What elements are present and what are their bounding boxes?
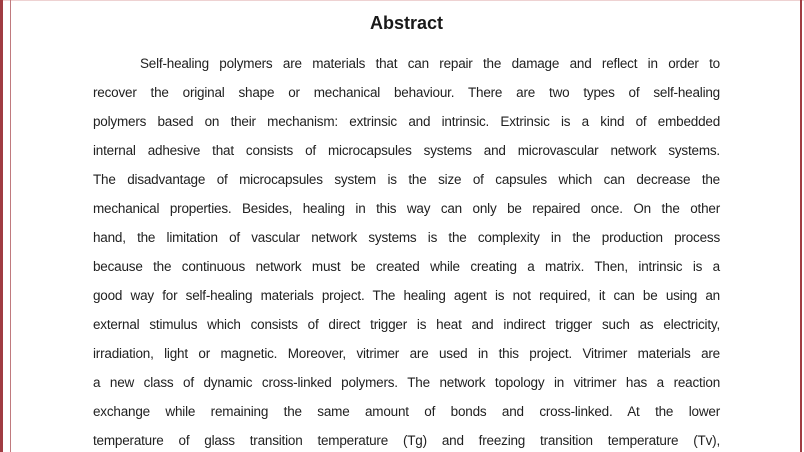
text-line: good way for self-healing materials project. The healing agent is not required, it can be using an: [93, 288, 720, 303]
text-line: because the continuous network must be created while creating a matrix. Then, intrinsic is a: [93, 259, 720, 274]
text-line: temperature of glass transition temperature (Tg) and freezing transition temperature (Tv),: [93, 433, 720, 448]
text-line: Self-healing polymers are materials that can repair the damage and reflect in order to: [140, 56, 720, 71]
page-border-left-thin: [10, 0, 11, 452]
abstract-paragraph: [93, 49, 720, 452]
abstract-title: Abstract: [369, 13, 444, 33]
text-line: polymers based on their mechanism: extrinsic and intrinsic. Extrinsic is a kind of embedded: [93, 114, 720, 129]
text-line: hand, the limitation of vascular network systems is the complexity in the production process: [93, 230, 720, 245]
text-line: irradiation, light or magnetic. Moreover, vitrimer are used in this project. Vitrimer materials are: [93, 346, 720, 361]
text-line: mechanical properties. Besides, healing in this way can only be repaired once. On the other: [93, 201, 720, 216]
page-border-left-thick: [0, 0, 3, 452]
text-line: exchange while remaining the same amount of bonds and cross-linked. At the lower: [93, 404, 720, 419]
text-line: The disadvantage of microcapsules system is the size of capsules which can decrease the: [93, 172, 720, 187]
page-border-right: [800, 0, 802, 452]
text-line: a new class of dynamic cross-linked polymers. The network topology in vitrimer has a reaction: [93, 375, 720, 390]
text-line: recover the original shape or mechanical behaviour. There are two types of self-healing: [93, 85, 720, 100]
page-border-top: [0, 0, 804, 1]
document-content: [93, 10, 720, 452]
text-line: external stimulus which consists of direct trigger is heat and indirect trigger such as electricity,: [93, 317, 720, 332]
text-line: internal adhesive that consists of microcapsules systems and microvascular network systems.: [93, 143, 720, 158]
